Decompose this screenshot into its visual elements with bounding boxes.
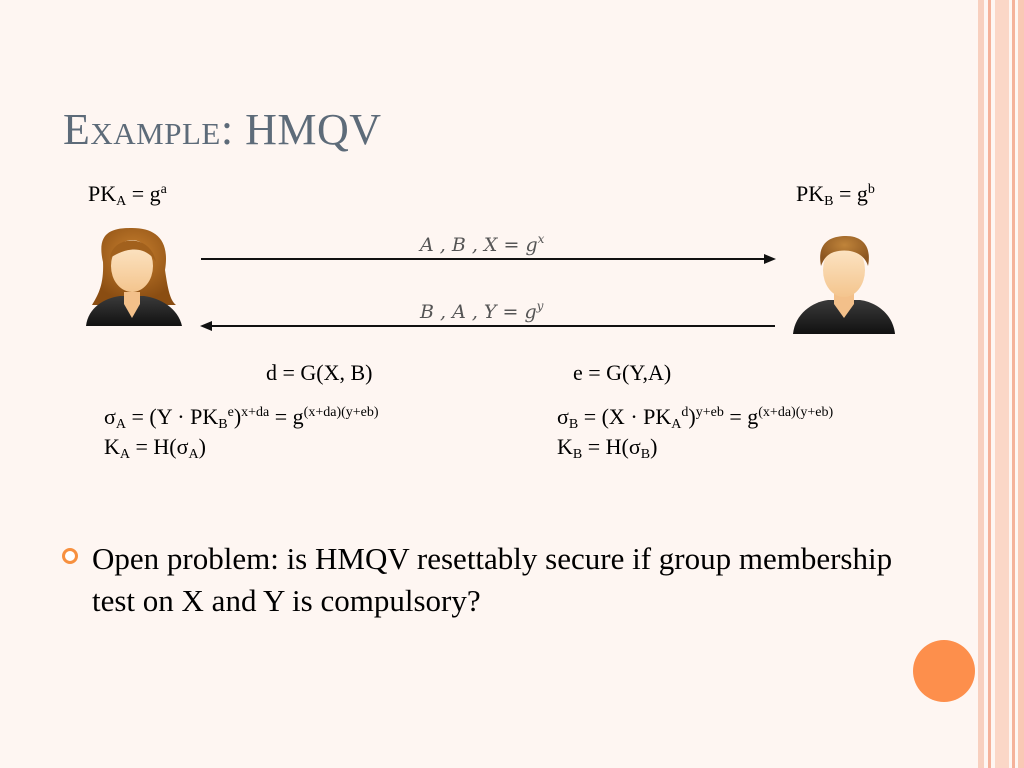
bob-avatar-icon	[793, 236, 895, 334]
title-rest: : HMQV	[220, 105, 382, 154]
message-b-to-a: B , A , $Y = g^y$	[420, 299, 544, 323]
alice-avatar-icon	[86, 228, 182, 326]
key-a-equation: $K_A = H(\sigma_A)$	[104, 434, 206, 462]
sigma-a-equation: $\sigma_A = (Y \cdot PK_B^e)^{x+da} = g^{(x+da)(y+eb)}$	[104, 404, 379, 432]
message-a-to-b: A , B , $X = g^x$	[420, 232, 545, 256]
decorative-circle-icon	[913, 640, 975, 702]
key-b-equation: $K_B = H(\sigma_B)$	[557, 434, 658, 462]
title-initial: E	[63, 105, 91, 154]
public-key-a: $PK_A = g^a$	[88, 181, 167, 209]
public-key-b: $PK_B = g^b$	[796, 181, 875, 209]
e-equation: e = G(Y,A)	[573, 360, 672, 385]
title-smallcaps: xample	[90, 105, 221, 154]
bullet-circle-icon	[62, 548, 78, 564]
d-equation: d = G(X, B)	[266, 360, 373, 385]
bullet-text: Open problem: is HMQV resettably secure if group membership test on X and Y is compulsory?	[92, 541, 893, 618]
sigma-b-equation: $\sigma_B = (X \cdot PK_A^d)^{y+eb} = g^{(x+da)(y+eb)}$	[557, 404, 834, 432]
